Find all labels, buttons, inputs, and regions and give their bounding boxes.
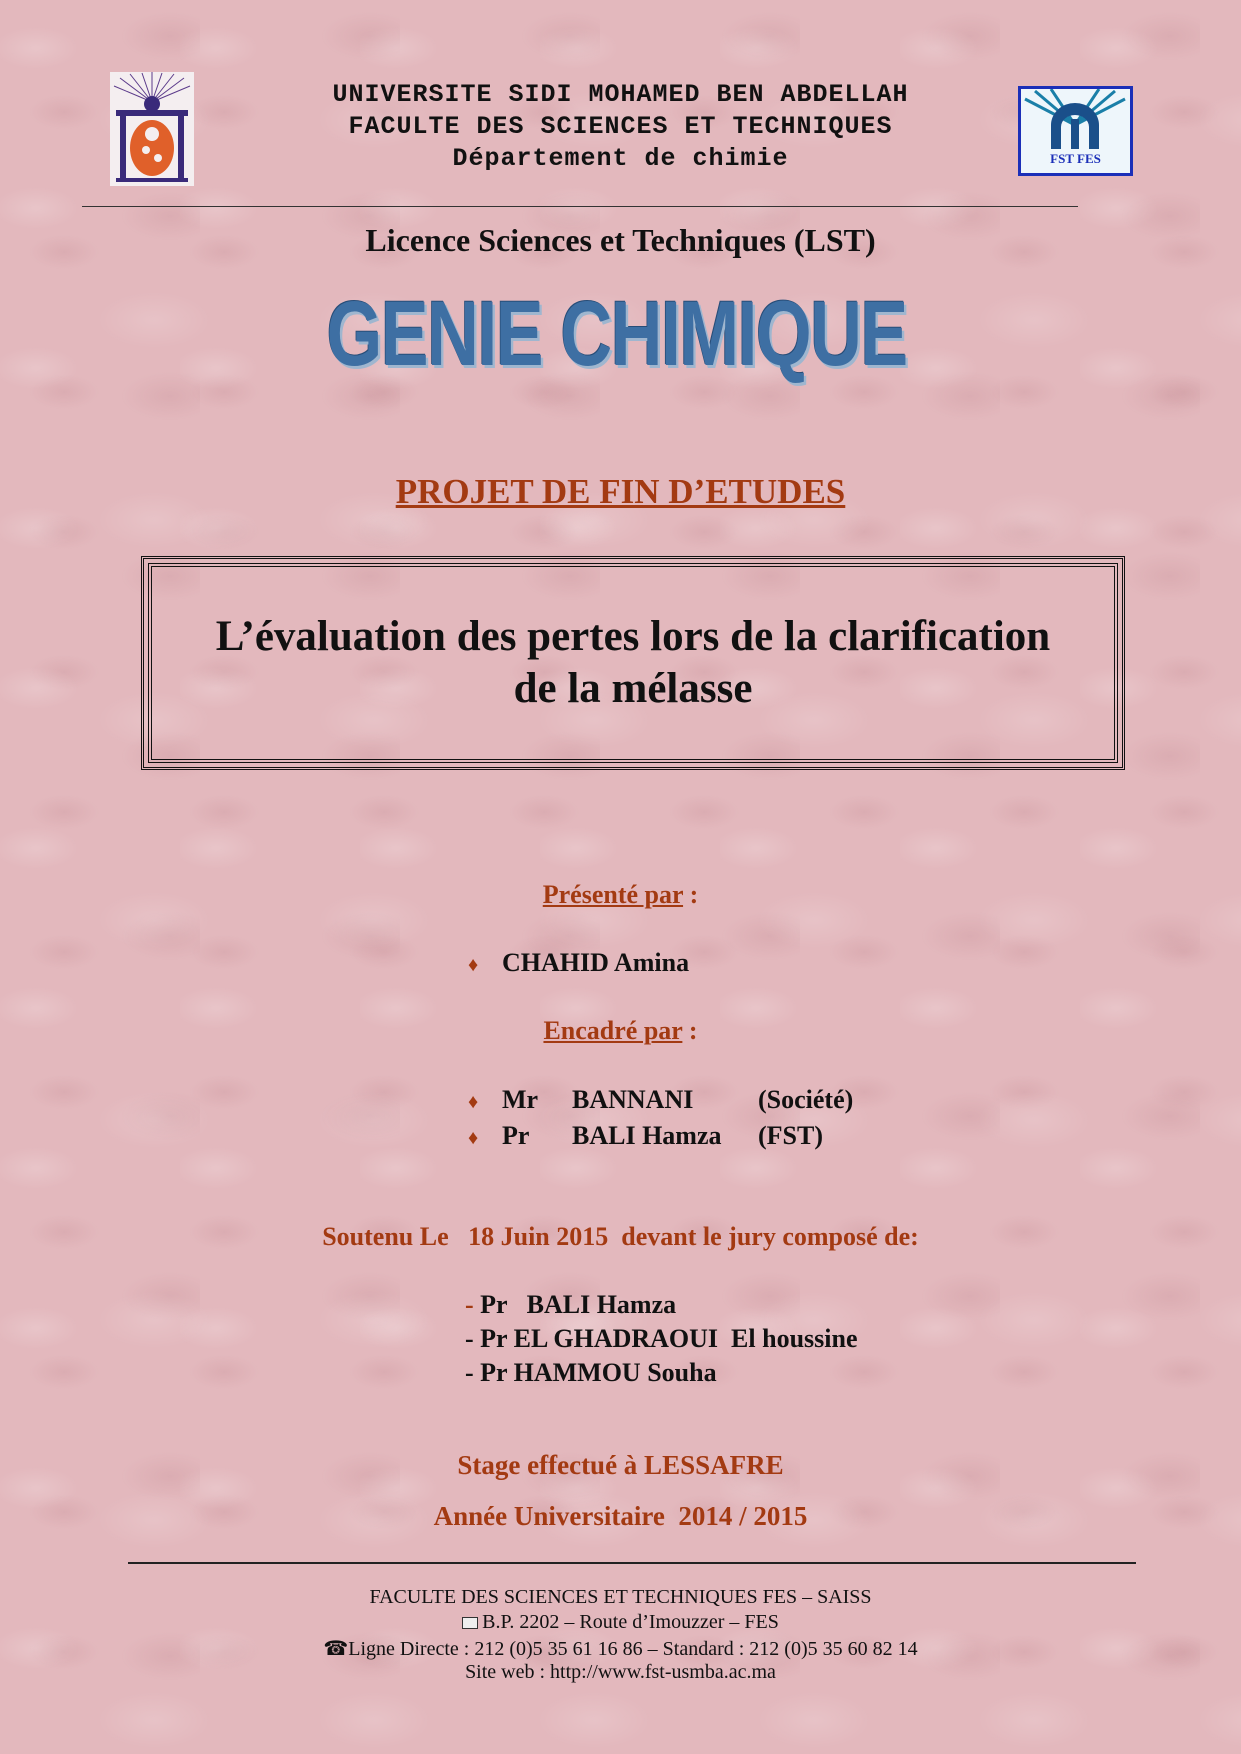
footer-divider [128,1562,1136,1564]
supervisor-name: BANNANI [572,1085,694,1114]
internship-line: Stage effectué à LESSAFRE [457,1450,784,1480]
supervisor-entry [468,1121,823,1151]
fst-fes-logo-icon [1018,86,1133,176]
faculty-name: FACULTE DES SCIENCES ET TECHNIQUES [348,112,893,141]
student-entry [468,948,689,978]
thesis-title-box [141,556,1125,770]
supervisor-name: BALI Hamza [572,1121,722,1150]
envelope-icon [462,1617,478,1629]
presented-by-colon: : [683,880,699,909]
thesis-title-line2: de la mélasse [513,665,753,712]
jury-member: - Pr EL GHADRAOUI El houssine [465,1324,858,1353]
footer-phone: ☎Ligne Directe : 212 (0)5 35 61 16 86 – Standard : 212 (0)5 35 60 82 14 [323,1638,918,1660]
supervisor-title: Mr [502,1085,539,1114]
jury-member: - Pr HAMMOU Souha [465,1358,717,1387]
supervisor-org: (FST) [758,1121,823,1150]
diamond-bullet-icon: ♦ [468,1127,479,1149]
defense-date: 18 Juin 2015 [468,1222,609,1251]
fst-fes-logo-text: FST FES [1050,151,1101,166]
presented-by [0,880,1241,910]
student-name: CHAHID Amina [502,948,690,977]
university-name: UNIVERSITE SIDI MOHAMED BEN ABDELLAH [332,80,909,109]
footer-website: Site web : http://www.fst-usmba.ac.ma [465,1661,776,1683]
program-title: GENIE CHIMIQUE [326,283,907,385]
thesis-title-line1: L’évaluation des pertes lors de la clarification [215,613,1051,660]
diamond-bullet-icon: ♦ [468,1091,479,1113]
supervisor-title: Pr [502,1121,530,1150]
supervisor-entry [468,1085,853,1115]
supervised-by [0,1016,1241,1046]
jury-member: - Pr BALI Hamza [465,1290,677,1319]
supervisor-org: (Société) [758,1085,854,1114]
footer-address: B.P. 2202 – Route d’Imouzzer – FES [0,1611,1241,1634]
telephone-icon: ☎ [323,1638,349,1660]
project-label: PROJET DE FIN D’ETUDES [395,472,846,511]
header-divider [82,206,1078,207]
presented-by-label: Présenté par [542,880,684,909]
department-name: Département de chimie [452,144,789,173]
diamond-bullet-icon: ♦ [468,954,479,976]
defense-line [0,1222,1241,1252]
defense-suffix: devant le jury composé de: [621,1222,919,1251]
supervised-by-label: Encadré par [543,1016,683,1045]
academic-year: Année Universitaire 2014 / 2015 [433,1501,808,1531]
defense-prefix: Soutenu Le [322,1222,449,1251]
degree-title: Licence Sciences et Techniques (LST) [365,222,876,258]
footer-faculty: FACULTE DES SCIENCES ET TECHNIQUES FES – SAISS [369,1586,872,1608]
supervised-by-colon: : [682,1016,698,1045]
jury-list [465,1288,858,1390]
